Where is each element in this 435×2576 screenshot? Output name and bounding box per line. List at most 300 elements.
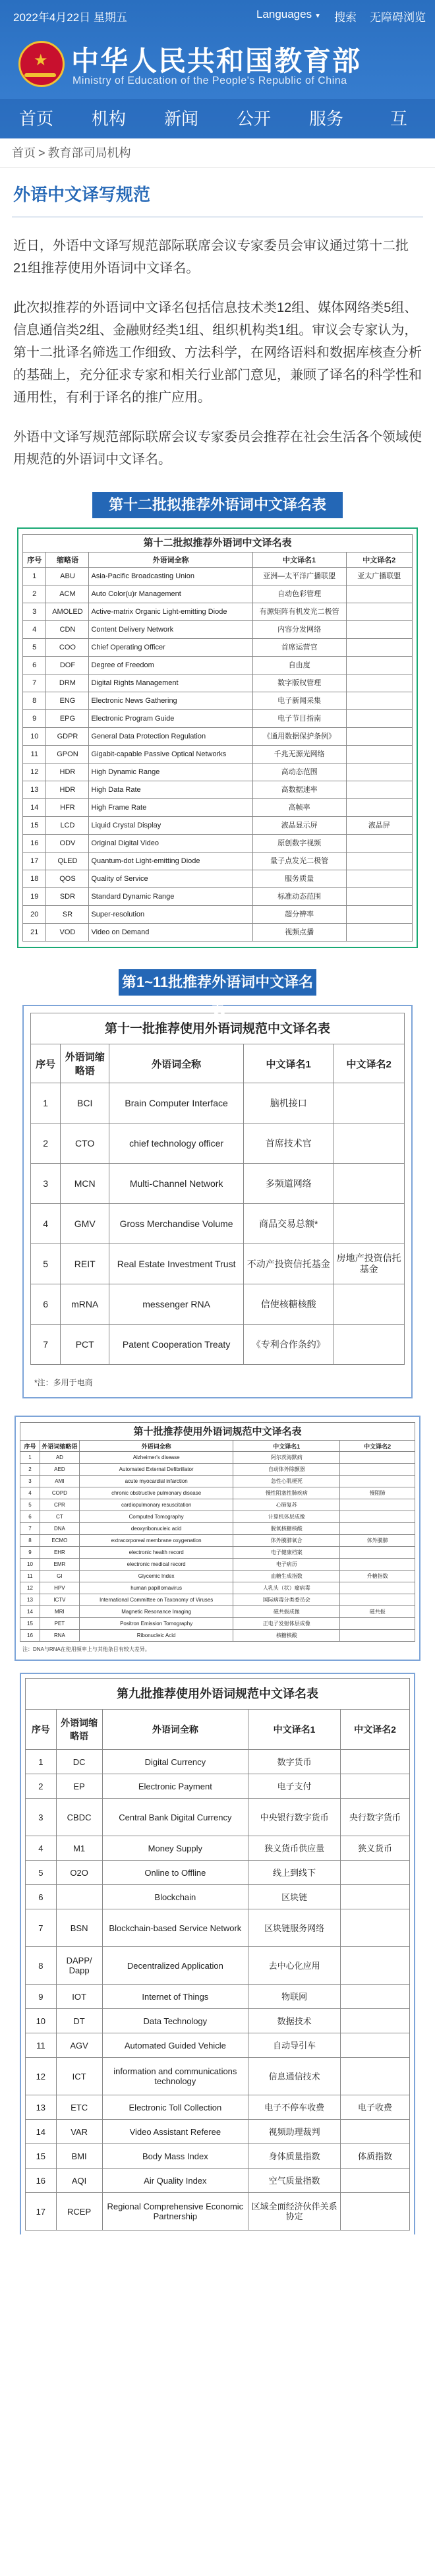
table-cell: 7 xyxy=(31,1325,61,1365)
column-header: 序号 xyxy=(20,1441,40,1452)
table-cell: High Frame Rate xyxy=(89,799,252,817)
table-cell: 15 xyxy=(26,2144,57,2169)
table-cell: 首席运营官 xyxy=(252,639,346,657)
table-cell: 6 xyxy=(20,1511,40,1523)
table-cell: 13 xyxy=(26,2095,57,2120)
table-cell: ABU xyxy=(46,568,89,585)
table-row xyxy=(23,657,413,674)
column-header: 序号 xyxy=(31,1044,61,1083)
table-cell: Money Supply xyxy=(102,1836,248,1861)
site-title[interactable]: 中华人民共和国教育部 xyxy=(71,45,362,77)
table-cell: 14 xyxy=(23,799,46,817)
table-cell: 体质指数 xyxy=(341,2144,410,2169)
column-header: 中文译名1 xyxy=(252,553,346,568)
column-header: 外语词缩略语 xyxy=(61,1044,109,1083)
table-row xyxy=(20,1499,415,1511)
table-cell xyxy=(346,728,413,746)
table-cell: Air Quality Index xyxy=(102,2169,248,2193)
table-cell xyxy=(334,1284,405,1325)
table-cell: 《专利合作条约》 xyxy=(244,1325,334,1365)
table-cell: 17 xyxy=(23,853,46,870)
table-row xyxy=(20,1594,415,1606)
table-cell: BSN xyxy=(56,1909,102,1947)
table-cell: 11 xyxy=(26,2033,57,2058)
table-cell: 14 xyxy=(20,1606,40,1618)
table-cell: Data Technology xyxy=(102,2009,248,2033)
table-cell: BMI xyxy=(56,2144,102,2169)
table-cell xyxy=(340,1618,415,1630)
table-cell: 2 xyxy=(31,1123,61,1164)
column-header: 外语词全称 xyxy=(102,1710,248,1750)
table-cell: 多频道网络 xyxy=(244,1164,334,1204)
table-row xyxy=(26,1799,410,1836)
table-cell: Electronic Payment xyxy=(102,1774,248,1799)
table-cell: CTO xyxy=(61,1123,109,1164)
table-cell: Positron Emission Tomography xyxy=(79,1618,233,1630)
table-cell: 体外膜肺 xyxy=(340,1535,415,1547)
table-cell: 16 xyxy=(26,2169,57,2193)
table-cell: 电子不停车收费 xyxy=(248,2095,341,2120)
section-banner-batch1-11: 第1~11批推荐外语词中文译名表 xyxy=(119,969,316,996)
table-cell xyxy=(340,1630,415,1642)
table-row xyxy=(23,764,413,781)
table-cell: 电子健康档案 xyxy=(233,1547,340,1559)
table-cell: 21 xyxy=(23,924,46,942)
table-cell: Original Digital Video xyxy=(89,835,252,853)
table-row xyxy=(26,1947,410,1985)
table-cell: 物联网 xyxy=(248,1985,341,2009)
table-cell: 数字货币 xyxy=(248,1750,341,1774)
table-row xyxy=(20,1571,415,1582)
table-cell: Automated External Defibrillator xyxy=(79,1464,233,1476)
table-cell: 13 xyxy=(23,781,46,799)
table-cell: ODV xyxy=(46,835,89,853)
table-cell: extracorporeal membrane oxygenation xyxy=(79,1535,233,1547)
table-cell: Blockchain xyxy=(102,1885,248,1909)
table-cell: 13 xyxy=(20,1594,40,1606)
table-cell: human papillomavirus xyxy=(79,1582,233,1594)
table-cell: 5 xyxy=(26,1861,57,1885)
table-cell: 7 xyxy=(26,1909,57,1947)
table-cell: REIT xyxy=(61,1244,109,1284)
table-row xyxy=(23,710,413,728)
table-cell: Internet of Things xyxy=(102,1985,248,2009)
table-row xyxy=(23,870,413,888)
table-row xyxy=(20,1452,415,1464)
table-cell xyxy=(340,1523,415,1535)
table-cell xyxy=(341,2169,410,2193)
table-cell xyxy=(346,924,413,942)
table-cell: Digital Currency xyxy=(102,1750,248,1774)
table-cell: Quantum-dot Light-emitting Diode xyxy=(89,853,252,870)
table-cell: 12 xyxy=(26,2058,57,2095)
table-cell: 慢阻肺 xyxy=(340,1487,415,1499)
table-cell: 磁共振成像 xyxy=(233,1606,340,1618)
table-cell xyxy=(346,746,413,764)
table-cell xyxy=(341,2120,410,2144)
table-cell xyxy=(346,781,413,799)
column-header: 中文译名1 xyxy=(233,1441,340,1452)
table-cell: 自由度 xyxy=(252,657,346,674)
table-cell: 央行数字货币 xyxy=(341,1799,410,1836)
table-cell: 电子病历 xyxy=(233,1559,340,1571)
table-row xyxy=(26,2169,410,2193)
table-cell: VOD xyxy=(46,924,89,942)
table-cell: VAR xyxy=(56,2120,102,2144)
table-cell: DAPP/ Dapp xyxy=(56,1947,102,1985)
table-cell: M1 xyxy=(56,1836,102,1861)
table-row xyxy=(20,1511,415,1523)
chevron-down-icon: ▼ xyxy=(314,13,321,20)
table-row xyxy=(23,603,413,621)
column-header: 外语词缩略语 xyxy=(56,1710,102,1750)
table-cell: 6 xyxy=(31,1284,61,1325)
table-cell: Alzheimer's disease xyxy=(79,1452,233,1464)
table-row xyxy=(26,1885,410,1909)
table-cell: Online to Offline xyxy=(102,1861,248,1885)
table-row xyxy=(26,2193,410,2231)
column-header: 中文译名2 xyxy=(334,1044,405,1083)
table-cell: QLED xyxy=(46,853,89,870)
table-cell: 5 xyxy=(31,1244,61,1284)
table-row xyxy=(23,746,413,764)
table-card-batch10 xyxy=(14,1416,420,1661)
table-cell: 10 xyxy=(23,728,46,746)
table-cell: 急性心肌梗死 xyxy=(233,1476,340,1487)
table-cell xyxy=(340,1547,415,1559)
breadcrumb-separator: > xyxy=(38,146,45,160)
table-cell: 16 xyxy=(23,835,46,853)
table-cell: LCD xyxy=(46,817,89,835)
table-row xyxy=(20,1630,415,1642)
table-cell: 1 xyxy=(20,1452,40,1464)
table-cell: AQI xyxy=(56,2169,102,2193)
table-cell: 超分辨率 xyxy=(252,906,346,924)
table-cell xyxy=(346,692,413,710)
table-cell: SR xyxy=(46,906,89,924)
table-row xyxy=(26,2120,410,2144)
table-cell: 磁共振 xyxy=(340,1606,415,1618)
table-cell xyxy=(346,710,413,728)
breadcrumb-home[interactable]: 首页 xyxy=(12,146,36,160)
header-links xyxy=(256,8,426,24)
table-row xyxy=(23,639,413,657)
table-cell: 3 xyxy=(26,1799,57,1836)
languages-label: Languages xyxy=(256,8,312,20)
table-cell: 3 xyxy=(31,1164,61,1204)
table-cell: General Data Protection Regulation xyxy=(89,728,252,746)
table-cell: Asia-Pacific Broadcasting Union xyxy=(89,568,252,585)
table-row xyxy=(26,1861,410,1885)
table-cell: Brain Computer Interface xyxy=(109,1083,244,1123)
table-cell: 19 xyxy=(23,888,46,906)
table-cell: 5 xyxy=(23,639,46,657)
accessibility-link[interactable]: 无障碍浏览 xyxy=(370,11,426,24)
nav-item-services[interactable]: 服务 xyxy=(308,109,343,129)
table-cell: mRNA xyxy=(61,1284,109,1325)
table-cell: 4 xyxy=(23,621,46,639)
table-cell: Blockchain-based Service Network xyxy=(102,1909,248,1947)
column-header: 中文译名2 xyxy=(341,1710,410,1750)
table-cell: 2 xyxy=(20,1464,40,1476)
table-cell: Auto Color(u)r Management xyxy=(89,585,252,603)
table-cell xyxy=(341,1909,410,1947)
table-cell: MCN xyxy=(61,1164,109,1204)
table-cell: 3 xyxy=(23,603,46,621)
table-cell: 16 xyxy=(20,1630,40,1642)
table-cell: 12 xyxy=(20,1582,40,1594)
nav-item-organization[interactable]: 机构 xyxy=(91,109,126,129)
table-cell: 身体质量指数 xyxy=(248,2144,341,2169)
section-banner-batch12: 第十二批拟推荐外语词中文译名表 xyxy=(92,492,343,518)
table-cell xyxy=(341,2058,410,2095)
table-cell: 4 xyxy=(31,1204,61,1244)
table-cell: Central Bank Digital Currency xyxy=(102,1799,248,1836)
table-cell xyxy=(334,1164,405,1204)
table-cell: Active-matrix Organic Light-emitting Diode xyxy=(89,603,252,621)
table-row xyxy=(23,799,413,817)
table-cell: HDR xyxy=(46,781,89,799)
table-cell: deoxyribonucleic acid xyxy=(79,1523,233,1535)
table-cell: information and communications technology xyxy=(102,2058,248,2095)
table-cell: electronic health record xyxy=(79,1547,233,1559)
table-cell: PCT xyxy=(61,1325,109,1365)
term-table-batch11 xyxy=(30,1013,405,1365)
table-cell xyxy=(340,1582,415,1594)
table-cell xyxy=(346,870,413,888)
table-cell xyxy=(340,1452,415,1464)
table-cell xyxy=(346,674,413,692)
table-cell xyxy=(346,853,413,870)
table-cell: 数据技术 xyxy=(248,2009,341,2033)
column-header: 外语词全称 xyxy=(109,1044,244,1083)
table-cell: 7 xyxy=(20,1523,40,1535)
table-row xyxy=(23,692,413,710)
table-cell: Video on Demand xyxy=(89,924,252,942)
table-cell: IOT xyxy=(56,1985,102,2009)
table-row xyxy=(20,1606,415,1618)
table-cell: 18 xyxy=(23,870,46,888)
table-row xyxy=(23,835,413,853)
table-cell: DNA xyxy=(40,1523,79,1535)
table-cell: RNA xyxy=(40,1630,79,1642)
table-cell: 有源矩阵有机发光二极管 xyxy=(252,603,346,621)
languages-menu[interactable] xyxy=(256,8,321,24)
table-cell xyxy=(341,2193,410,2231)
table-cell: 首席技术官 xyxy=(244,1123,334,1164)
table-cell: 房地产投资信托基金 xyxy=(334,1244,405,1284)
table-cell: 原创数字视频 xyxy=(252,835,346,853)
table-cell: 区域全面经济伙伴关系协定 xyxy=(248,2193,341,2231)
table-cell: 体外膜肺氧合 xyxy=(233,1535,340,1547)
table-cell xyxy=(334,1204,405,1244)
table-cell: 脱氧核糖核酸 xyxy=(233,1523,340,1535)
nav-item-interaction[interactable]: 互 xyxy=(390,109,407,129)
table-cell: 1 xyxy=(26,1750,57,1774)
table-cell: AMOLED xyxy=(46,603,89,621)
table-cell: electronic medical record xyxy=(79,1559,233,1571)
table-cell: 9 xyxy=(20,1547,40,1559)
table-cell: AED xyxy=(40,1464,79,1476)
table-cell: 不动产投资信托基金 xyxy=(244,1244,334,1284)
table-cell xyxy=(346,888,413,906)
emblem-gear-icon xyxy=(24,73,56,77)
table-cell xyxy=(346,906,413,924)
table-cell: 自动体外除颤器 xyxy=(233,1464,340,1476)
breadcrumb-current[interactable]: 教育部司局机构 xyxy=(47,146,131,160)
table-row xyxy=(26,2058,410,2095)
table-cell: 10 xyxy=(26,2009,57,2033)
column-header: 序号 xyxy=(26,1710,57,1750)
table-cell: 8 xyxy=(26,1947,57,1985)
table-cell: MRI xyxy=(40,1606,79,1618)
table-row xyxy=(23,817,413,835)
table-cell xyxy=(56,1885,102,1909)
table-row xyxy=(26,2009,410,2033)
table-cell: 血糖生成指数 xyxy=(233,1571,340,1582)
table-cell: 心肺复苏 xyxy=(233,1499,340,1511)
table-row xyxy=(26,1985,410,2009)
table-cell: DC xyxy=(56,1750,102,1774)
table-cell: 脑机接口 xyxy=(244,1083,334,1123)
table-cell: CDN xyxy=(46,621,89,639)
table-cell: 9 xyxy=(23,710,46,728)
table-row xyxy=(20,1547,415,1559)
table-cell: 核糖核酸 xyxy=(233,1630,340,1642)
nav-item-news[interactable]: 新闻 xyxy=(163,109,198,129)
table-cell: ENG xyxy=(46,692,89,710)
national-emblem-icon[interactable] xyxy=(18,41,65,87)
table-cell: Glycemic Index xyxy=(79,1571,233,1582)
table-cell: 17 xyxy=(26,2193,57,2231)
table-cell: PET xyxy=(40,1618,79,1630)
table-cell: Decentralized Application xyxy=(102,1947,248,1985)
table-cell: 狭义货币供应量 xyxy=(248,1836,341,1861)
title-divider xyxy=(12,216,423,218)
term-table-batch12 xyxy=(22,534,413,942)
table-row xyxy=(31,1284,405,1325)
table-card-batch12 xyxy=(17,527,418,948)
table-cell: 9 xyxy=(26,1985,57,2009)
table-cell: 千兆无源光网络 xyxy=(252,746,346,764)
table-cell: Content Delivery Network xyxy=(89,621,252,639)
page-title: 外语中文译写规范 xyxy=(13,185,151,204)
table-row xyxy=(20,1535,415,1547)
table-row xyxy=(31,1204,405,1244)
table-caption: 第九批推荐使用外语词规范中文译名表 xyxy=(26,1679,410,1710)
table-cell xyxy=(346,621,413,639)
table-card-batch11 xyxy=(22,1005,413,1398)
table-cell: 1 xyxy=(31,1083,61,1123)
table-cell: 亚洲—太平洋广播联盟 xyxy=(252,568,346,585)
table-note: *注：多用于电商 xyxy=(34,1378,93,1387)
table-cell: 慢性阻塞性肺疾病 xyxy=(233,1487,340,1499)
table-cell xyxy=(341,1885,410,1909)
search-link[interactable]: 搜索 xyxy=(334,11,357,24)
table-cell: 8 xyxy=(20,1535,40,1547)
table-row xyxy=(23,728,413,746)
table-cell: 狭义货币 xyxy=(341,1836,410,1861)
table-cell: HFR xyxy=(46,799,89,817)
table-cell: Magnetic Resonance Imaging xyxy=(79,1606,233,1618)
table-row xyxy=(31,1325,405,1365)
table-cell xyxy=(340,1511,415,1523)
table-cell: HDR xyxy=(46,764,89,781)
table-cell: Digital Rights Management xyxy=(89,674,252,692)
table-cell xyxy=(334,1083,405,1123)
table-row xyxy=(23,924,413,942)
table-cell: Real Estate Investment Trust xyxy=(109,1244,244,1284)
table-cell: 升糖指数 xyxy=(340,1571,415,1582)
table-cell: 1 xyxy=(23,568,46,585)
table-row xyxy=(20,1487,415,1499)
table-row xyxy=(26,1774,410,1799)
table-cell xyxy=(341,1750,410,1774)
table-cell: 高数据速率 xyxy=(252,781,346,799)
table-row xyxy=(23,906,413,924)
table-cell: 11 xyxy=(23,746,46,764)
table-caption: 第十批推荐使用外语词规范中文译名表 xyxy=(20,1423,415,1441)
table-cell: Regional Comprehensive Economic Partnership xyxy=(102,2193,248,2231)
table-cell: 视频点播 xyxy=(252,924,346,942)
table-cell: Automated Guided Vehicle xyxy=(102,2033,248,2058)
table-cell: 中央银行数字货币 xyxy=(248,1799,341,1836)
table-cell: 7 xyxy=(23,674,46,692)
table-cell: CBDC xyxy=(56,1799,102,1836)
table-row xyxy=(23,781,413,799)
table-cell: DT xyxy=(56,2009,102,2033)
column-header: 外语词缩略语 xyxy=(40,1441,79,1452)
table-cell xyxy=(334,1123,405,1164)
table-cell: 3 xyxy=(20,1476,40,1487)
table-cell: COO xyxy=(46,639,89,657)
table-cell: 线上到线下 xyxy=(248,1861,341,1885)
table-cell: 人乳头（状）瘤病毒 xyxy=(233,1582,340,1594)
table-cell: 正电子发射体层成像 xyxy=(233,1618,340,1630)
table-cell: 内容分发网络 xyxy=(252,621,346,639)
column-header: 外语词全称 xyxy=(79,1441,233,1452)
table-cell: 区块链服务网络 xyxy=(248,1909,341,1947)
emblem-star-icon: ★ xyxy=(34,51,48,69)
table-row xyxy=(20,1523,415,1535)
table-cell: 4 xyxy=(20,1487,40,1499)
table-row xyxy=(20,1464,415,1476)
table-cell: 区块链 xyxy=(248,1885,341,1909)
table-cell: EMR xyxy=(40,1559,79,1571)
table-row xyxy=(23,585,413,603)
table-cell: 液晶屏 xyxy=(346,817,413,835)
table-cell: acute myocardial infarction xyxy=(79,1476,233,1487)
table-row xyxy=(23,888,413,906)
nav-item-public[interactable]: 公开 xyxy=(236,109,271,129)
table-row xyxy=(20,1618,415,1630)
table-cell: 空气质量指数 xyxy=(248,2169,341,2193)
table-cell: 5 xyxy=(20,1499,40,1511)
table-caption: 第十一批推荐使用外语词规范中文译名表 xyxy=(31,1013,405,1044)
table-cell: Multi-Channel Network xyxy=(109,1164,244,1204)
table-row xyxy=(31,1244,405,1284)
table-row xyxy=(20,1582,415,1594)
column-header: 缩略语 xyxy=(46,553,89,568)
table-cell: 2 xyxy=(23,585,46,603)
table-cell: GPON xyxy=(46,746,89,764)
table-row xyxy=(23,674,413,692)
table-cell: GDPR xyxy=(46,728,89,746)
table-cell xyxy=(341,2033,410,2058)
nav-item-home[interactable]: 首页 xyxy=(18,109,53,129)
article-paragraph: 此次拟推荐的外语词中文译名包括信息技术类12组、媒体网络类5组、信息通信类2组、金融财经类1组、组织机构类1组。审议会专家认为，第十二批译名筛选工作细致、方法科学，在网络语料和数据库核查分析的基础上，充分征求专家和相关行业部门意见，兼顾了译名的科学性和通用性，有利于译名的推广应用。 xyxy=(13,301,422,405)
table-row xyxy=(26,1909,410,1947)
